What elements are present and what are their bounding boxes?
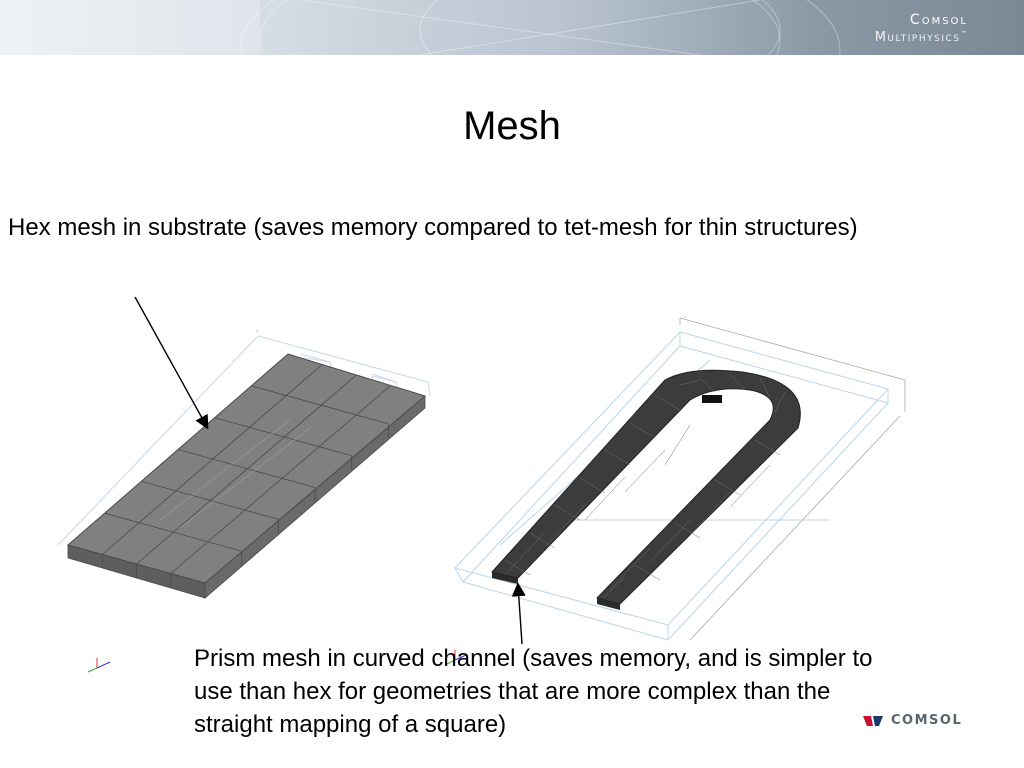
slide-title: Mesh bbox=[463, 104, 561, 148]
hex-mesh-substrate-figure bbox=[58, 328, 430, 598]
prism-mesh-arrow bbox=[518, 585, 522, 644]
brand-comsol: Comsol bbox=[909, 12, 968, 28]
prism-mesh-channel-figure bbox=[455, 314, 905, 640]
comsol-logo-mark-icon bbox=[863, 714, 885, 728]
trademark-symbol: ™ bbox=[960, 30, 968, 38]
axis-triad-icon bbox=[88, 658, 110, 672]
comsol-logo bbox=[863, 713, 962, 728]
prism-mesh-caption: Prism mesh in curved channel (saves memory, and is simpler to use than hex for geometries that are more complex than the straight mapping of a square) bbox=[194, 645, 873, 738]
svg-text:z: z bbox=[684, 314, 686, 319]
svg-text:z: z bbox=[256, 328, 258, 333]
brand-multiphysics-text: Multiphysics bbox=[874, 30, 961, 45]
slide-subtitle: Hex mesh in substrate (saves memory compared to tet-mesh for thin structures) bbox=[8, 214, 858, 241]
hex-mesh-arrow bbox=[135, 297, 207, 427]
comsol-logo-text: COMSOL bbox=[891, 713, 963, 728]
